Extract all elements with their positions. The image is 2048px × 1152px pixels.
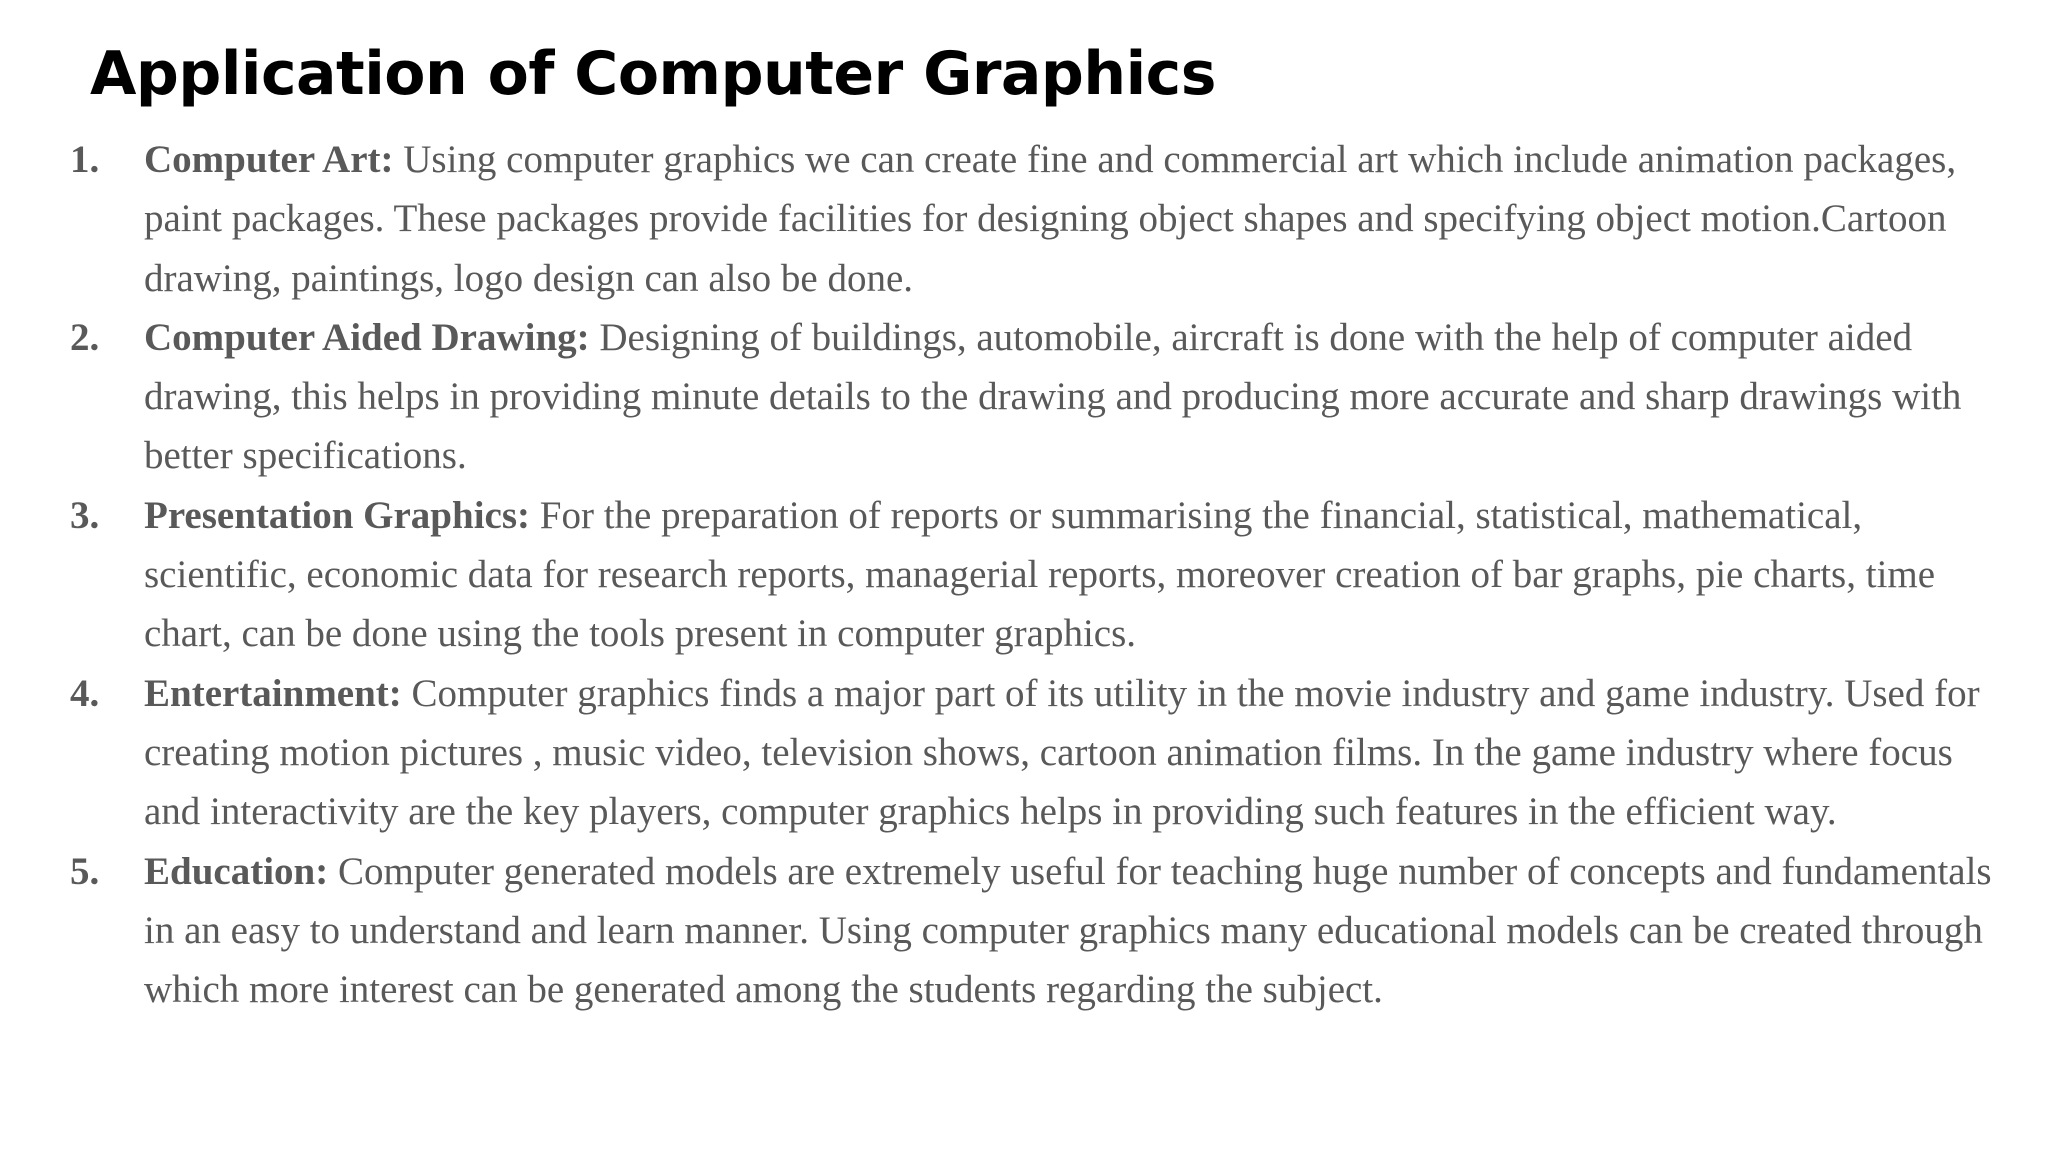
item-text: Computer graphics finds a major part of its utility in the movie industry and game industry. Used for creating motion pictures , music video, television shows, cartoon animation films. In the game industry where focus and interactivity are the key players, computer graphics helps in providing such features in the efficient way.: [144, 671, 1980, 834]
item-number: 3.: [70, 493, 100, 537]
item-text: For the preparation of reports or summarising the financial, statistical, mathematical, scientific, economic data for research reports, managerial reports, moreover creation of bar graphs, pie charts, time chart, can be done using the tools present in computer graphics.: [144, 493, 1936, 656]
item-number: 2.: [70, 315, 100, 359]
list-item-presentation-graphics: [0, 486, 2048, 664]
item-text: Designing of buildings, automobile, aircraft is done with the help of computer aided drawing, this helps in providing minute details to the drawing and producing more accurate and sharp drawings with better specifications.: [144, 315, 1962, 478]
item-number: 1.: [70, 138, 100, 181]
list-item-education: [0, 842, 2048, 1020]
item-term: Computer Aided Drawing:: [144, 315, 590, 359]
item-number: 5.: [70, 849, 100, 893]
applications-list: [0, 130, 2048, 1019]
item-number: 4.: [70, 671, 100, 715]
item-text: Using computer graphics we can create fine and commercial art which include animation packages, paint packages. These packages provide facilities for designing object shapes and specifying object motion.Cartoon drawing, paintings, logo design can also be done.: [144, 138, 1957, 300]
item-term: Presentation Graphics:: [144, 493, 531, 537]
list-item-computer-art: [0, 130, 2048, 308]
list-item-computer-aided-drawing: [0, 308, 2048, 486]
list-item-entertainment: [0, 664, 2048, 842]
slide-title: Application of Computer Graphics: [90, 39, 1216, 109]
item-term: Entertainment:: [144, 671, 402, 715]
item-term: Computer Art:: [144, 138, 394, 181]
item-term: Education:: [144, 849, 329, 893]
item-text: Computer generated models are extremely useful for teaching huge number of concepts and fundamentals in an easy to understand and learn manner. Using computer graphics many educational models can be created through which more interest can be generated among the students regarding the subject.: [144, 849, 1992, 1012]
